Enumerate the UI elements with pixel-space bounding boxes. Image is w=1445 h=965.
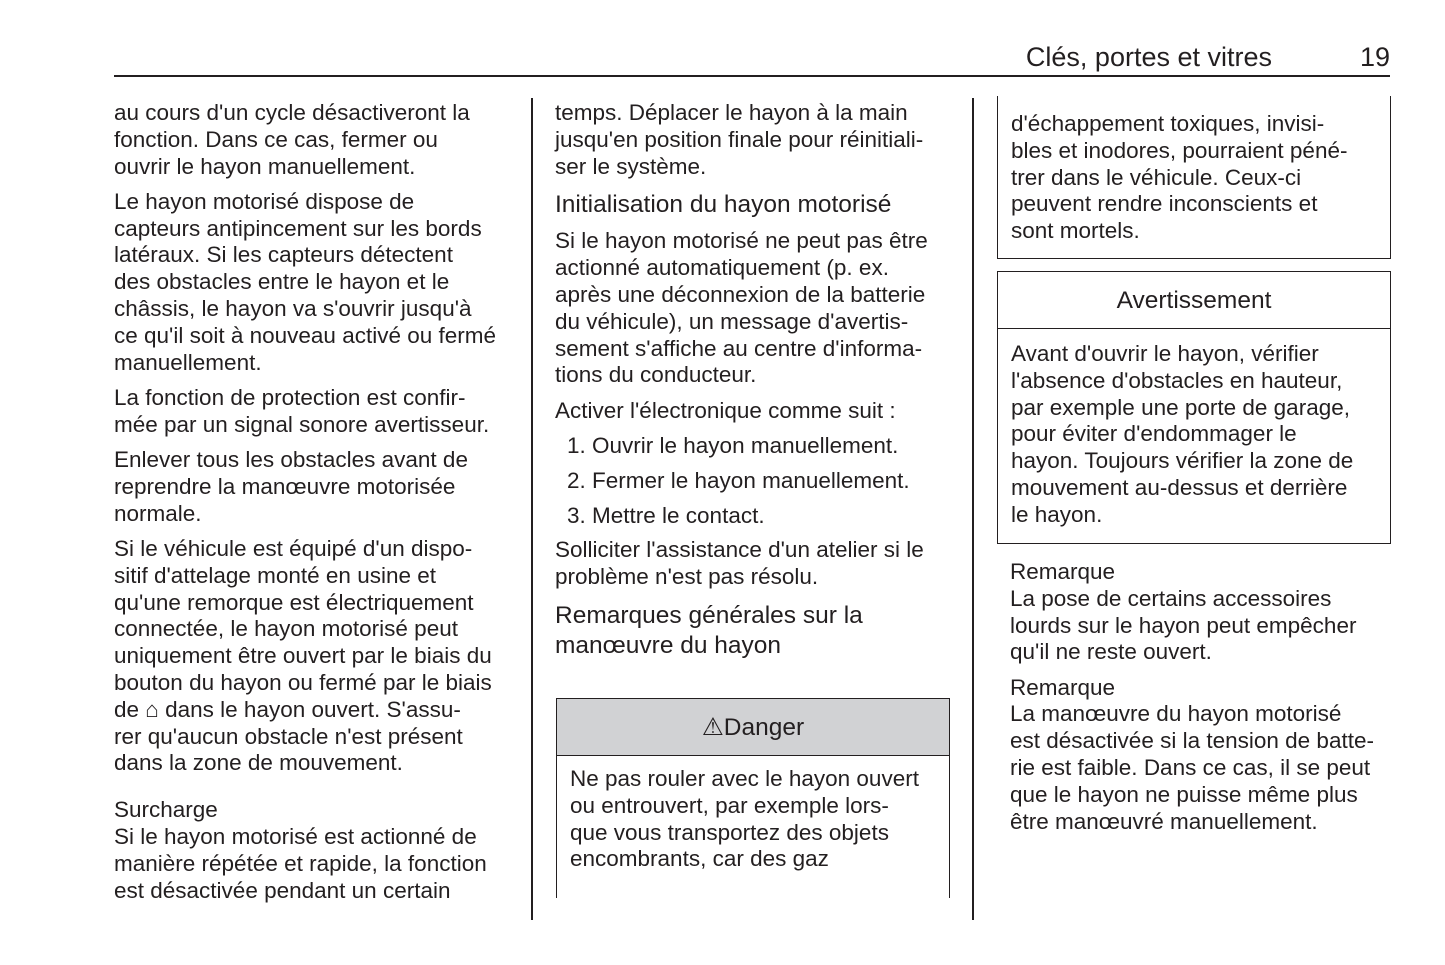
text-line: fonction. Dans ce cas, fermer ou bbox=[114, 126, 438, 152]
list-item bbox=[555, 503, 955, 530]
text-line: pour éviter d'endommager le bbox=[1011, 421, 1297, 447]
paragraph bbox=[114, 447, 524, 527]
paragraph bbox=[114, 100, 524, 180]
warning-box bbox=[997, 271, 1391, 544]
text-line: latéraux. Si les capteurs détectent bbox=[114, 242, 453, 268]
subheading bbox=[1010, 559, 1400, 586]
text-line: manuellement. bbox=[114, 349, 262, 375]
text-line: Remarque bbox=[1010, 559, 1116, 584]
text-line: être manœuvré manuellement. bbox=[1010, 808, 1318, 834]
text-line: La pose de certains accessoires bbox=[1010, 585, 1332, 611]
text-line: Remarque bbox=[1010, 674, 1116, 700]
paragraph bbox=[114, 189, 524, 377]
text-line: La fonction de protection est confir- bbox=[114, 384, 466, 410]
text-line: après une déconnexion de la batterie bbox=[555, 281, 926, 307]
text-line: encombrants, car des gaz bbox=[570, 846, 829, 872]
column-2 bbox=[555, 100, 955, 669]
text-line: que vous transportez des objets bbox=[570, 819, 889, 845]
warning-triangle-icon: ⚠ bbox=[701, 714, 724, 741]
section-heading bbox=[555, 190, 955, 220]
text-line: normale. bbox=[114, 500, 202, 526]
text-line: l'absence d'obstacles en hauteur, bbox=[1011, 367, 1343, 393]
text-line: qu'une remorque est électriquement bbox=[114, 589, 474, 615]
text-line: Ne pas rouler avec le hayon ouvert bbox=[570, 766, 919, 791]
paragraph bbox=[555, 228, 955, 389]
text-line: manœuvre du hayon bbox=[555, 631, 782, 659]
text-line: bouton du hayon ou fermé par le biais bbox=[114, 669, 492, 695]
text-line: est désactivée si la tension de batte- bbox=[1010, 728, 1374, 754]
text-line: au cours d'un cycle désactiveront la bbox=[114, 100, 470, 125]
paragraph bbox=[1010, 586, 1400, 666]
page-number: 19 bbox=[1359, 42, 1390, 72]
danger-header bbox=[557, 699, 949, 756]
text-line: temps. Déplacer le hayon à la main bbox=[555, 100, 908, 125]
text-line: Remarques générales sur la bbox=[555, 601, 863, 629]
text-line: hayon. Toujours vérifier la zone de bbox=[1011, 448, 1354, 474]
danger-text bbox=[557, 756, 949, 883]
text-line: Si le hayon motorisé est actionné de bbox=[114, 823, 477, 849]
danger-continued-box bbox=[997, 96, 1391, 259]
section-heading bbox=[555, 601, 955, 661]
text-line: Si le hayon motorisé ne peut pas être bbox=[555, 228, 928, 254]
subheading bbox=[114, 797, 524, 824]
list-item bbox=[555, 433, 955, 460]
text-line: rer qu'aucun obstacle n'est présent bbox=[114, 723, 463, 749]
paragraph bbox=[114, 824, 524, 904]
text-line: peuvent rendre inconscients et bbox=[1011, 191, 1318, 217]
paragraph bbox=[114, 385, 524, 439]
warning-text bbox=[998, 329, 1390, 539]
text-line: jusqu'en position finale pour réinitiali- bbox=[555, 126, 924, 152]
column-divider bbox=[531, 98, 533, 920]
header-rule bbox=[114, 75, 1390, 77]
text-line: 2. Fermer le hayon manuellement. bbox=[567, 467, 910, 493]
subheading bbox=[1010, 675, 1400, 702]
column-1 bbox=[114, 100, 524, 904]
text-line: manière répétée et rapide, la fonction bbox=[114, 850, 487, 876]
text-line: des obstacles entre le hayon et le bbox=[114, 269, 450, 295]
text-line: Surcharge bbox=[114, 797, 218, 823]
text-line: Avant d'ouvrir le hayon, vérifier bbox=[1011, 341, 1319, 366]
text-line: par exemple une porte de garage, bbox=[1011, 394, 1350, 420]
text-line: rie est faible. Dans ce cas, il se peut bbox=[1010, 755, 1371, 781]
list-item bbox=[555, 468, 955, 495]
text-line: Enlever tous les obstacles avant de bbox=[114, 447, 468, 473]
text-line: capteurs antipincement sur les bords bbox=[114, 215, 482, 241]
text-line: le hayon. bbox=[1011, 501, 1103, 527]
text-line: mouvement au-dessus et derrière bbox=[1011, 474, 1348, 500]
paragraph bbox=[555, 537, 955, 591]
column-3-notes bbox=[1010, 559, 1400, 844]
text-line: La manœuvre du hayon motorisé bbox=[1010, 701, 1342, 727]
text-line: dans la zone de mouvement. bbox=[114, 750, 403, 776]
column-divider bbox=[972, 98, 974, 920]
text-line: châssis, le hayon va s'ouvrir jusqu'à bbox=[114, 296, 472, 322]
text-line: Activer l'électronique comme suit : bbox=[555, 397, 896, 423]
text-line: ce qu'il soit à nouveau activé ou fermé bbox=[114, 322, 497, 348]
text-line: lourds sur le hayon peut empêcher bbox=[1010, 612, 1357, 638]
text-line: mée par un signal sonore avertisseur. bbox=[114, 411, 490, 437]
text-line: Solliciter l'assistance d'un atelier si le bbox=[555, 537, 924, 563]
text-line: Le hayon motorisé dispose de bbox=[114, 188, 415, 214]
text-line: Initialisation du hayon motorisé bbox=[555, 191, 892, 219]
text-line: d'échappement toxiques, invisi- bbox=[1011, 111, 1325, 136]
text-line: sement s'affiche au centre d'informa- bbox=[555, 335, 923, 361]
paragraph bbox=[1010, 701, 1400, 835]
text-line: Si le véhicule est équipé d'un dispo- bbox=[114, 535, 473, 561]
text-line: est désactivée pendant un certain bbox=[114, 877, 451, 903]
text-line: problème n'est pas résolu. bbox=[555, 564, 819, 590]
text-line: tions du conducteur. bbox=[555, 362, 757, 388]
text-line: bles et inodores, pourraient péné- bbox=[1011, 137, 1348, 163]
text-line: ouvrir le hayon manuellement. bbox=[114, 153, 416, 179]
text-line: qu'il ne reste ouvert. bbox=[1010, 639, 1212, 665]
text-line: 1. Ouvrir le hayon manuellement. bbox=[567, 432, 899, 458]
danger-text-continued bbox=[998, 96, 1390, 255]
section-title: Clés, portes et vitres bbox=[1025, 42, 1272, 72]
text-line: reprendre la manœuvre motorisée bbox=[114, 473, 456, 499]
warning-title: Avertissement bbox=[998, 272, 1390, 329]
text-line: ser le système. bbox=[555, 153, 707, 179]
paragraph bbox=[555, 100, 955, 180]
text-line: trer dans le véhicule. Ceux-ci bbox=[1011, 164, 1302, 190]
paragraph bbox=[555, 398, 955, 425]
text-line: actionné automatiquement (p. ex. bbox=[555, 255, 889, 281]
text-line: du véhicule), un message d'avertis- bbox=[555, 308, 909, 334]
paragraph bbox=[114, 536, 524, 777]
danger-title: Danger bbox=[723, 714, 805, 741]
text-line: uniquement être ouvert par le biais du bbox=[114, 643, 492, 669]
danger-box bbox=[556, 698, 950, 898]
text-line: 3. Mettre le contact. bbox=[567, 502, 765, 528]
text-line: connectée, le hayon motorisé peut bbox=[114, 616, 458, 642]
text-line: de ⌂ dans le hayon ouvert. S'assu- bbox=[114, 696, 461, 722]
text-line: sitif d'attelage monté en usine et bbox=[114, 562, 436, 588]
text-line: ou entrouvert, par exemple lors- bbox=[570, 792, 889, 818]
text-line: que le hayon ne puisse même plus bbox=[1010, 781, 1358, 807]
text-line: sont mortels. bbox=[1011, 218, 1140, 244]
